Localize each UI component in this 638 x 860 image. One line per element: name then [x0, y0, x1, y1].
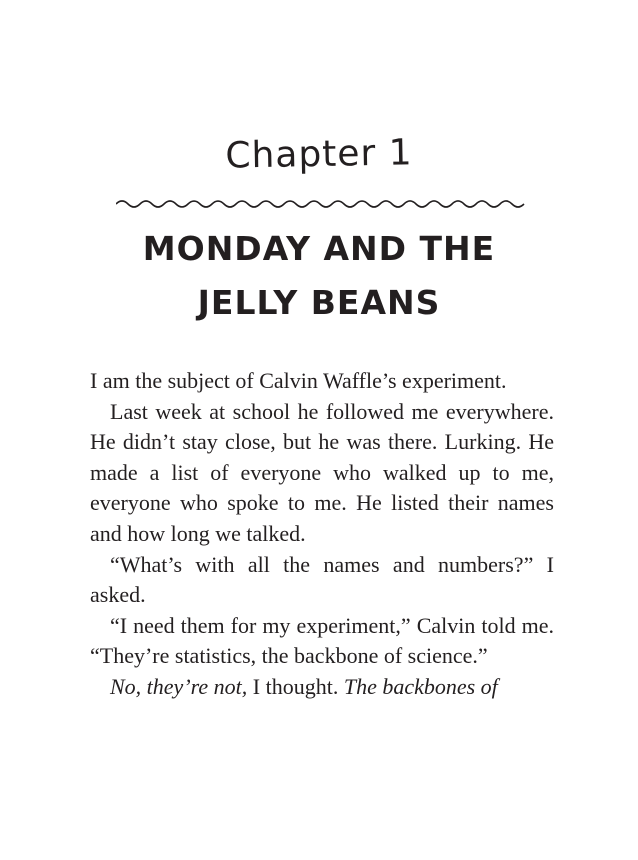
body-text [90, 366, 554, 703]
chapter-title-line-1: MONDAY AND THE [142, 229, 496, 268]
chapter-label: Chapter 1 [225, 132, 413, 177]
paragraph-5 [90, 672, 554, 703]
paragraph-5-plain: I thought. [247, 673, 344, 699]
chapter-title [0, 222, 638, 330]
chapter-title-line-2: JELLY BEANS [197, 283, 441, 322]
paragraph-5-italic-2: The backbones of [343, 673, 498, 699]
paragraph-4: “I need them for my experiment,” Calvin told me. “They’re statistics, the backbone of science.” [90, 612, 554, 669]
paragraph-3: “What’s with all the names and numbers?” I asked. [90, 551, 554, 608]
paragraph-5-italic-1: No, they’re not, [110, 673, 248, 699]
paragraph-1: I am the subject of Calvin Waffle’s experiment. [90, 368, 507, 393]
wavy-divider [116, 196, 528, 212]
paragraph-2: Last week at school he followed me everywhere. He didn’t stay close, but he was there. Lurking. He made a list of everyone who walked up to me, everyone who spoke to me. He listed their names and how long we talked. [90, 398, 554, 546]
